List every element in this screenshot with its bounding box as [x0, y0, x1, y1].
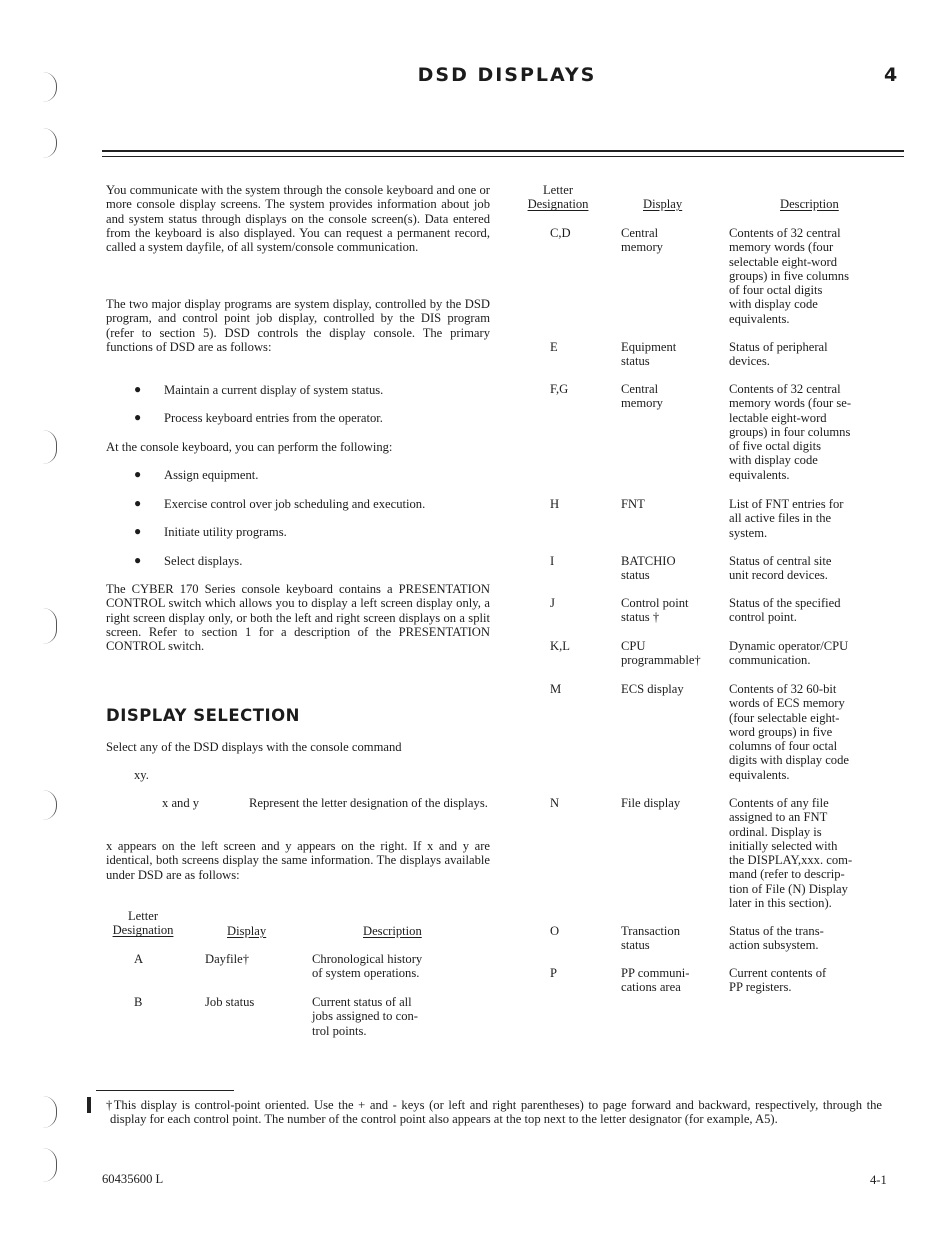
cell-display: Transaction status — [621, 924, 681, 953]
definition-text: Represent the letter designation of the displays. — [249, 796, 488, 810]
bullet-icon: ● — [134, 553, 142, 567]
console-command: xy. — [134, 768, 149, 782]
cell-display: Central memory — [621, 382, 663, 411]
cell-letter: H — [550, 497, 560, 511]
binder-hole-mark — [40, 128, 57, 158]
cell-letter: A — [134, 952, 144, 966]
header-letter: Letter Designation — [112, 909, 174, 938]
intro-paragraph-2: The two major display programs are system display, controlled by the DSD program, and control point job display, controlled by the DIS program (refer to section 5). DSD controls the display console. The primary functions of DSD are as follows: — [106, 297, 490, 354]
cell-letter: K,L — [550, 639, 570, 653]
cell-description: Status of central site unit record devices. — [729, 554, 832, 583]
binder-hole-mark — [40, 1148, 57, 1182]
cell-description: Dynamic operator/CPU communication. — [729, 639, 849, 668]
bullet-icon: ● — [134, 524, 142, 538]
selection-paragraph-2: x appears on the left screen and y appears on the right. If x and y are identical, both screens display the same information. The displays available under DSD are as follows: — [106, 839, 490, 882]
intro-paragraph-4: The CYBER 170 Series console keyboard contains a PRESENTATION CONTROL switch which allows you to display a left screen display only, a right screen display only, or both the left and right screen displays on a split screen. Refer to section 1 for a description of the PRESENTATION CONTROL switch. — [106, 582, 490, 654]
header-display: Display — [227, 924, 267, 938]
cell-display: Equipment status — [621, 340, 677, 369]
cell-display: Central memory — [621, 226, 663, 255]
cell-letter: O — [550, 924, 560, 938]
footnote: †This display is control-point oriented. Use the + and - keys (or left and right parentheses) to page forward and backward, respectively, through the display for each control point. The number of the control point also appears at the top next to the letter designator (for example, A5). — [106, 1098, 882, 1127]
document-number: 60435600 L — [102, 1172, 164, 1186]
cell-display: Control point status † — [621, 596, 689, 625]
cell-letter: M — [550, 682, 562, 696]
section-number: 4 — [884, 64, 898, 86]
cell-description: Contents of 32 60-bit words of ECS memory (four selectable eight- word groups) in five columns of four octal digits with display code equivalents. — [729, 682, 849, 782]
bullet-icon: ● — [134, 467, 142, 481]
intro-paragraph-1: You communicate with the system through the console keyboard and one or more console display screens. The system provides information about job and system status through displays on the console screen(s). Data entered from the keyboard is also displayed. You can request a permanent record, called a system dayfile, of all system/console communication. — [106, 183, 490, 255]
bullet-icon: ● — [134, 410, 142, 424]
cell-letter: C,D — [550, 226, 571, 240]
cell-display: CPU programmable† — [621, 639, 701, 668]
section-heading: DISPLAY SELECTION — [106, 706, 300, 725]
cell-display: FNT — [621, 497, 645, 511]
definition-term: x and y — [162, 796, 200, 810]
cell-display: PP communi- cations area — [621, 966, 690, 995]
cell-letter: E — [550, 340, 558, 354]
binder-hole-mark — [40, 790, 57, 820]
cell-display: Dayfile† — [205, 952, 250, 966]
cell-description: Chronological history of system operations. — [312, 952, 423, 981]
header-description: Description — [780, 197, 839, 211]
intro-paragraph-3: At the console keyboard, you can perform the following: — [106, 440, 393, 454]
binder-hole-mark — [40, 608, 57, 644]
cell-description: Status of the trans- action subsystem. — [729, 924, 824, 953]
cell-description: Contents of any file assigned to an FNT ordinal. Display is initially selected with the DISPLAY,xxx. com- mand (refer to descrip- tion of File (N) Display later in this section). — [729, 796, 853, 911]
cell-display: File display — [621, 796, 681, 810]
bullet-icon: ● — [134, 382, 142, 396]
selection-paragraph-1: Select any of the DSD displays with the console command — [106, 740, 402, 754]
binder-hole-mark — [40, 430, 57, 464]
page-number: 4-1 — [870, 1173, 887, 1187]
header-letter: Letter Designation — [527, 183, 589, 212]
cell-display: Job status — [205, 995, 255, 1009]
cell-description: Current contents of PP registers. — [729, 966, 827, 995]
cell-display: BATCHIO status — [621, 554, 676, 583]
cell-letter: B — [134, 995, 143, 1009]
cell-description: List of FNT entries for all active files in the system. — [729, 497, 844, 540]
page-title: DSD DISPLAYS — [417, 64, 597, 86]
cell-description: Contents of 32 central memory words (four selectable eight-word groups) in five columns of four octal digits with display code equivalents. — [729, 226, 849, 326]
change-bar — [87, 1097, 91, 1113]
header-display: Display — [643, 197, 683, 211]
cell-description: Contents of 32 central memory words (four se- lectable eight-word groups) in four columns of five octal digits with display code equivalents. — [729, 382, 852, 482]
cell-letter: P — [550, 966, 558, 980]
cell-description: Current status of all jobs assigned to con- trol points. — [312, 995, 418, 1038]
header-rule — [102, 150, 904, 157]
bullet-icon: ● — [134, 496, 142, 510]
cell-display: ECS display — [621, 682, 684, 696]
cell-letter: J — [550, 596, 555, 610]
binder-hole-mark — [40, 1096, 57, 1128]
cell-letter: I — [550, 554, 555, 568]
cell-letter: N — [550, 796, 560, 810]
footnote-rule — [96, 1090, 234, 1091]
cell-description: Status of peripheral devices. — [729, 340, 828, 369]
header-description: Description — [363, 924, 422, 938]
cell-letter: F,G — [550, 382, 569, 396]
cell-description: Status of the specified control point. — [729, 596, 841, 625]
